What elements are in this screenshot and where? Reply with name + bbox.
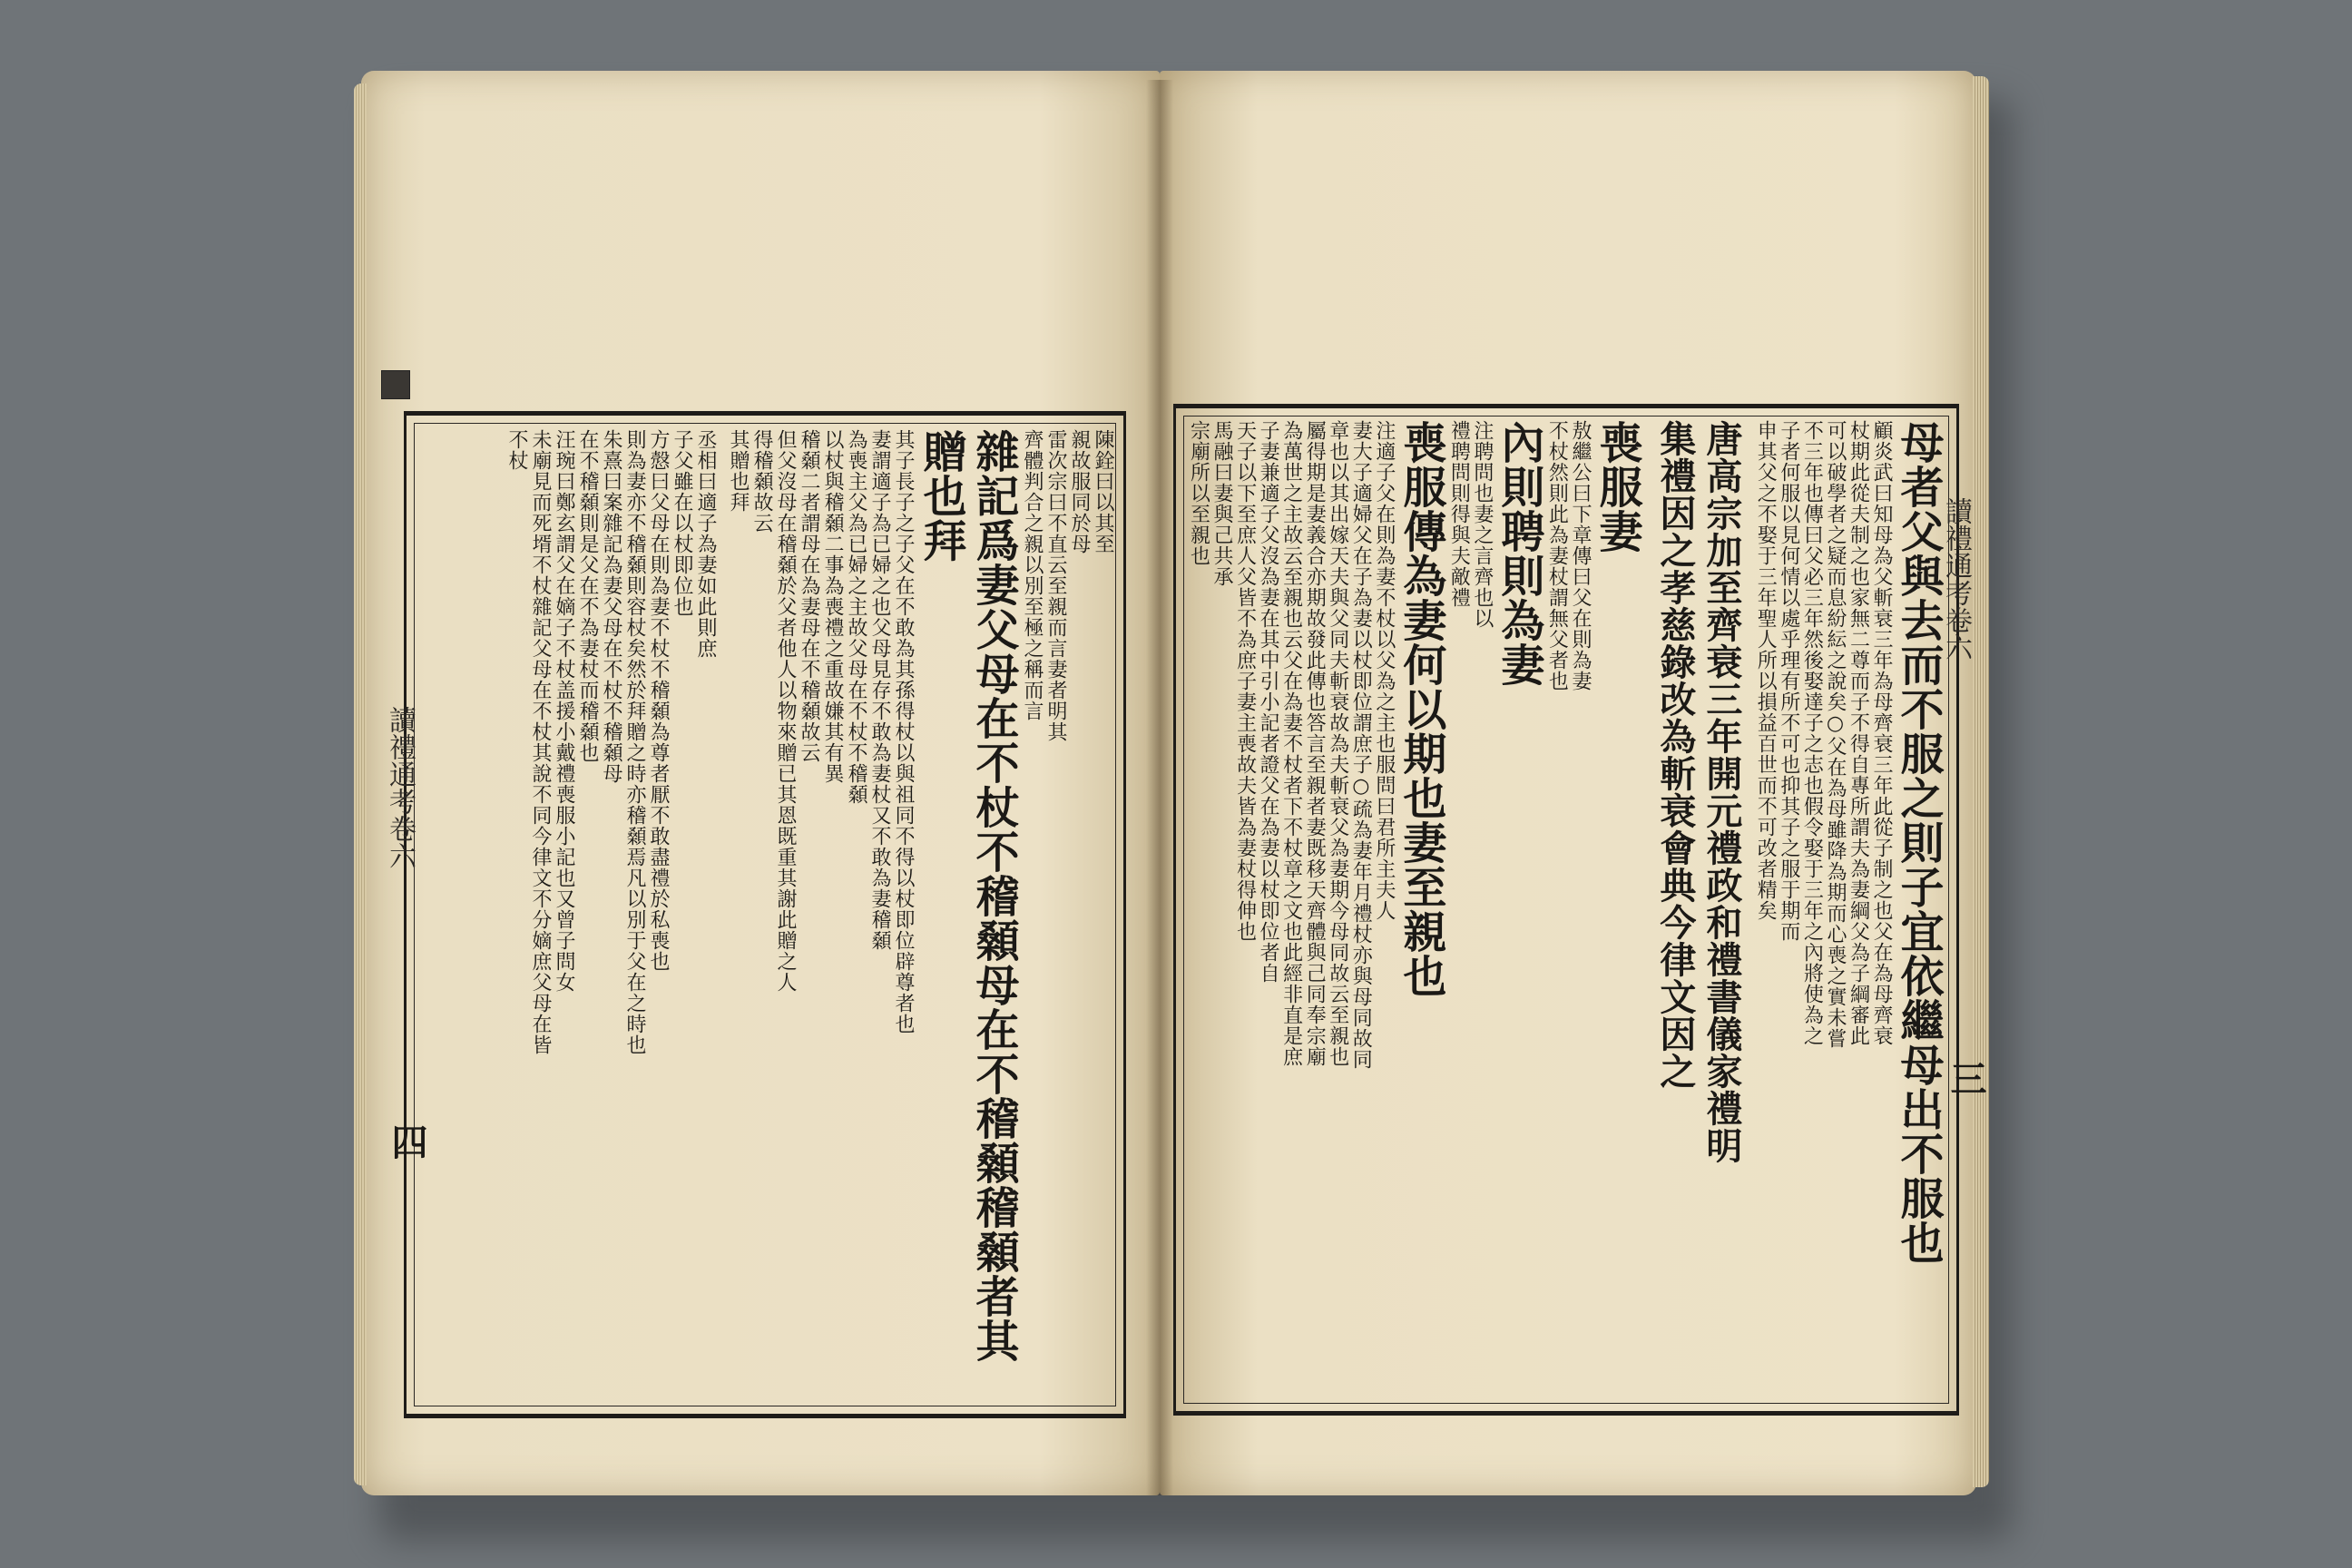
left-text-column: 方慤曰父母在則為妻不杖不稽顙為尊者厭不敢盡禮於私喪也: [647, 429, 670, 972]
left-text-column: 贈也拜: [916, 429, 966, 563]
left-text-column: 丞相曰適子為妻如此則庶: [694, 429, 717, 659]
right-text-column: 內則聘則為妻: [1493, 420, 1544, 687]
left-text-columns: [416, 429, 1114, 1391]
right-text-columns: [1187, 420, 1945, 1391]
right-text-column: 注聘問也妻之言齊也以: [1470, 420, 1494, 629]
left-margin-band: [381, 370, 410, 399]
right-text-column: [1643, 420, 1652, 1391]
right-text-column: 妻大子適婦父在子為妻以杖即位謂庶子○疏為妻年月禮杖亦與母同故同: [1349, 420, 1373, 1070]
left-text-column: 汪琬曰鄭玄謂父在嫡子不杖盖援小戴禮喪服小記也又曾子問女: [553, 429, 575, 993]
right-text-column: 子者何服以見何情以處乎理有所不可也抑其子之服于期而: [1777, 420, 1800, 942]
book-gutter: [1146, 80, 1173, 1495]
left-text-column: 為喪主父為已婦之主故父母在不杖不稽顙: [845, 429, 867, 805]
right-text-column: 天子以下至庶人父皆不為庶子妻主喪故夫皆為妻杖得伸也: [1233, 420, 1257, 942]
right-text-column: 唐高宗加至齊衰三年開元禮政和禮書儀家禮明: [1700, 420, 1743, 1164]
right-text-column: 不三年也傳曰父必三年然後娶達子之志也假令娶于三年之內將使為之: [1800, 420, 1824, 1046]
right-text-column: 注適子父在則為妻不杖以父為之主也服問曰君所主夫人: [1372, 420, 1396, 921]
right-page-number: 三: [1945, 1060, 1987, 1096]
left-text-column: 不杖: [505, 429, 528, 471]
left-text-column: 以杖與稽顙二事為喪禮之重故嫌其有異: [821, 429, 844, 784]
right-text-column: 馬融曰妻與己共承: [1210, 420, 1234, 587]
right-text-column: [1745, 420, 1754, 1391]
left-text-column: 子父雖在以杖即位也: [671, 429, 693, 617]
right-text-column: 申其父之不娶于三年聖人所以損益百世而不可改者精矣: [1754, 420, 1778, 921]
right-text-column: 喪服傳為妻何以期也妻至親也: [1395, 420, 1446, 998]
right-text-column: 子妻兼適子父沒為妻在其中引小記者證父在為妻以杖即位者自: [1257, 420, 1280, 984]
left-text-column: 雷次宗曰不直云至親而言妻者明其: [1044, 429, 1067, 742]
right-text-column: 屬得期是妻義合亦期故發此傳也答言至親者妻既移天齊體與己同奉宗廟: [1303, 420, 1327, 1067]
left-text-column: 得稽顙故云: [750, 429, 773, 534]
left-text-column: [717, 429, 726, 1391]
left-side-title: 讀禮通考卷六: [384, 706, 416, 869]
left-text-column: 朱熹曰案雜記為妻父母在不杖不稽顙母: [600, 429, 622, 784]
right-text-column: 禮聘問則得與夫敵禮: [1447, 420, 1471, 608]
left-text-column: 陳銓曰以其至: [1092, 429, 1114, 554]
right-text-column: 杖期此從夫制之也家無二尊而子不得自專所謂夫為妻綱父為子綱審此: [1847, 420, 1870, 1046]
right-text-column: 喪服妻: [1591, 420, 1642, 554]
right-text-column: 可以破學者之疑而息紛紜之說矣○父在為母雖降為期而心喪之實未嘗: [1823, 420, 1847, 1049]
left-text-column: 雜記爲妻父母在不杖不稽顙母在不稽顙稽顙者其: [968, 429, 1019, 1363]
left-text-column: 其子長子之子父在不敢為其孫得杖以與祖同不得以杖即位辟尊者也: [892, 429, 915, 1034]
right-text-column: 不杖然則此為妻杖謂無父者也: [1545, 420, 1569, 691]
open-book: [361, 71, 1985, 1523]
right-page-edges: [1973, 76, 1989, 1487]
right-text-column: 集禮因之孝慈錄改為斬衰會典今律文因之: [1653, 420, 1697, 1090]
right-text-column: 章也以其出嫁天夫與父同夫斬衰故為夫斬衰父為妻期今母同故云至親也: [1326, 420, 1349, 1067]
left-text-column: 齊體判合之親以別至極之稱而言: [1021, 429, 1044, 721]
left-text-column: 但父沒母在稽顙於父者他人以物來贈已其恩既重其謝此贈之人: [774, 429, 797, 993]
left-page-number: 四: [386, 1123, 428, 1160]
left-text-column: 則為妻亦不稽顙則容杖矣然於拜贈之時亦稽顙焉凡以別于父在之時也: [623, 429, 646, 1055]
left-text-column: 親故服同於母: [1068, 429, 1091, 554]
left-text-column: 稽顙二者謂母在為妻母在不稽顙故云: [798, 429, 820, 763]
right-text-column: 宗廟所以至親也: [1187, 420, 1210, 566]
left-text-column: 妻謂適子為已婦之也父母見存不敢為妻杖又不敢為妻稽顙: [868, 429, 891, 951]
right-text-column: 為萬世之主故云至親也云父在為妻不杖者下不杖章之文也此經非直是庶: [1279, 420, 1303, 1067]
left-text-column: 未廟見而死壻不杖雜記父母在不杖其說不同今律文不分嫡庶父母在皆: [529, 429, 552, 1055]
right-text-column: 顧炎武曰知母為父斬衰三年為母齊衰三年此從子制之也父在為母齊衰: [1870, 420, 1894, 1046]
right-side-title: 讀禮通考卷六: [1940, 497, 1972, 661]
right-text-column: 敖繼公曰下章傳曰父在則為妻: [1568, 420, 1592, 691]
left-text-column: 其贈也拜: [727, 429, 750, 513]
left-page-edges: [354, 83, 367, 1485]
right-text-column: 母者父與去而不服之則子宜依繼母出不服也: [1893, 420, 1944, 1265]
left-text-column: 在不稽顙則是父在不為妻杖而稽顙也: [576, 429, 599, 763]
